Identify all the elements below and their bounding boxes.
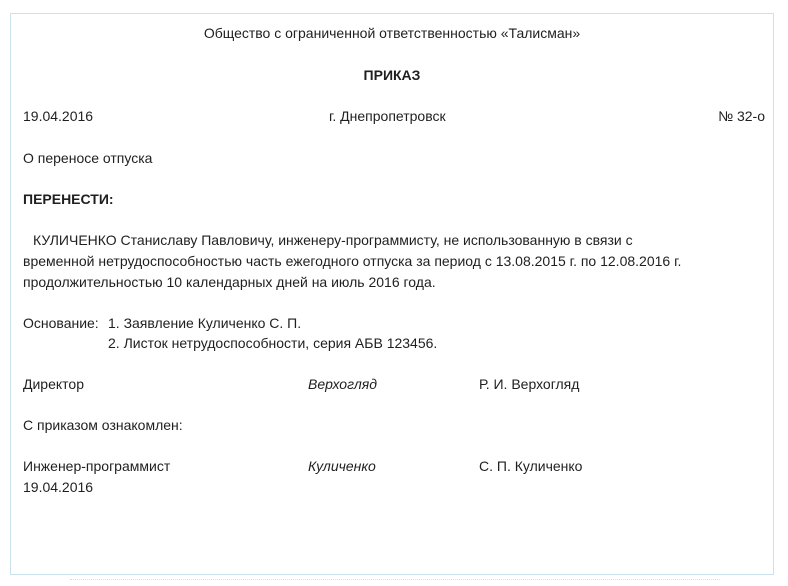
order-date: 19.04.2016: [23, 108, 94, 124]
document-title: ПРИКАЗ: [363, 67, 421, 83]
order-number: № 32-о: [718, 108, 765, 124]
employee-name: С. П. Куличенко: [479, 458, 583, 474]
body-line-2: временной нетрудоспособностью часть ежегодного отпуска за период с 13.08.2015 г. по 12.08.2016 г.: [23, 253, 682, 269]
acquainted-label: С приказом ознакомлен:: [23, 417, 183, 433]
body-line-1: КУЛИЧЕНКО Станиславу Павловичу, инженеру-программисту, не использованную в связи с: [33, 232, 633, 248]
director-position: Директор: [23, 376, 84, 392]
employee-signature: Куличенко: [308, 458, 376, 474]
director-name: Р. И. Верхогляд: [479, 376, 580, 392]
order-city: г. Днепропетровск: [329, 108, 446, 124]
employee-sign-date: 19.04.2016: [23, 479, 94, 495]
body-line-3: продолжительностью 10 календарных дней на июль 2016 года.: [23, 274, 436, 290]
director-signature: Верхогляд: [308, 376, 377, 392]
action-heading: ПЕРЕНЕСТИ:: [23, 191, 114, 207]
order-subject: О переносе отпуска: [23, 150, 153, 166]
basis-item-2: 2. Листок нетрудоспособности, серия АБВ 123456.: [108, 335, 438, 351]
basis-item-1: 1. Заявление Куличенко С. П.: [108, 315, 302, 331]
employee-position: Инженер-программист: [23, 458, 171, 474]
organization-name: Общество с ограниченной ответственностью «Талисман»: [203, 25, 581, 41]
document-page: [10, 13, 774, 575]
basis-label: Основание:: [23, 315, 99, 331]
footer-divider: [70, 579, 720, 580]
